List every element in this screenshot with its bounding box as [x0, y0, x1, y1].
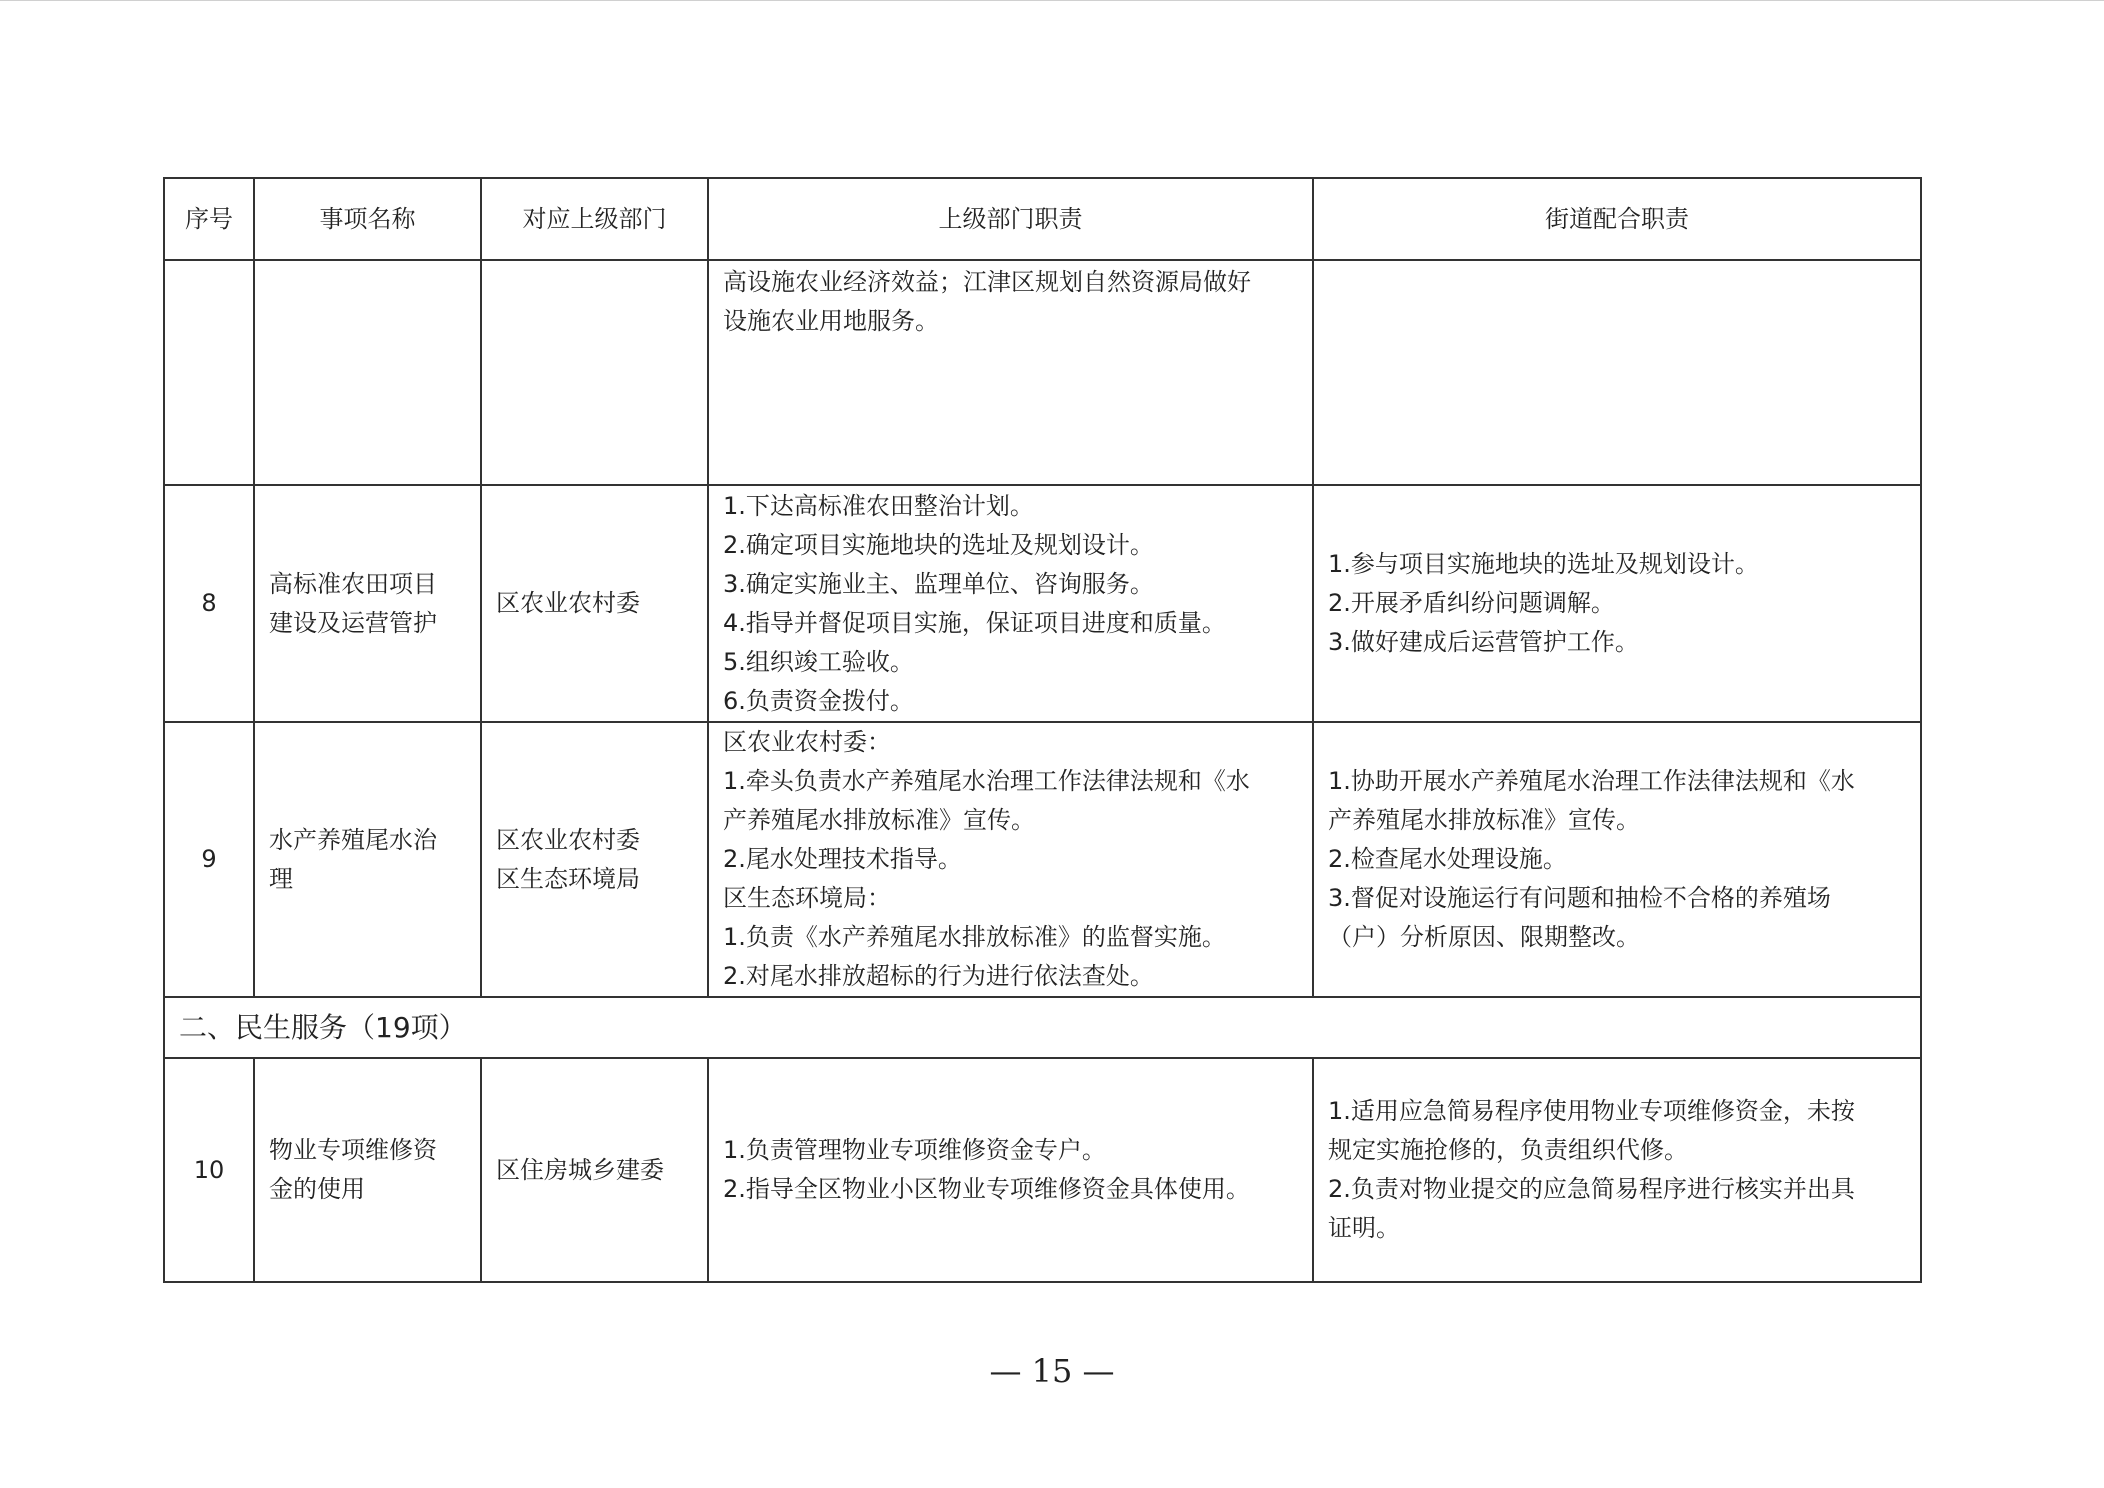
- duty-line: 区农业农村委：: [723, 728, 891, 756]
- name-line: 建设及运营管护: [269, 608, 437, 637]
- name-line: 理: [269, 864, 293, 893]
- header-superior-department: 对应上级部门: [481, 178, 708, 260]
- name-line: 水产养殖尾水治: [269, 825, 437, 854]
- coop-line: 2.检查尾水处理设施。: [1328, 845, 1567, 873]
- coop-line: 1.参与项目实施地块的选址及规划设计。: [1328, 550, 1759, 578]
- duty-line: 区生态环境局：: [723, 884, 891, 912]
- dept-line: 区住房城乡建委: [496, 1155, 664, 1184]
- row-department: [481, 485, 708, 722]
- row-department: [481, 260, 708, 485]
- table-row-continued: [164, 260, 1921, 485]
- name-line: 高标准农田项目: [269, 569, 437, 598]
- duty-line: 1.负责《水产养殖尾水排放标准》的监督实施。: [723, 923, 1226, 951]
- row-number: 9: [164, 722, 254, 997]
- coop-line: 产养殖尾水排放标准》宣传。: [1328, 806, 1640, 834]
- duty-line: 高设施农业经济效益；江津区规划自然资源局做好: [723, 268, 1251, 296]
- name-line: 物业专项维修资: [269, 1136, 437, 1164]
- row-duties: [708, 485, 1313, 722]
- duty-line: 设施农业用地服务。: [723, 307, 939, 335]
- table-row-8: [164, 485, 1921, 722]
- coop-line: 1.协助开展水产养殖尾水治理工作法律法规和《水: [1328, 767, 1855, 795]
- row-duties: [708, 1058, 1313, 1282]
- row-cooperation: [1313, 260, 1921, 485]
- duty-line: 2.尾水处理技术指导。: [723, 845, 962, 873]
- dept-line: 区生态环境局: [496, 864, 640, 893]
- duty-line: 2.指导全区物业小区物业专项维修资金具体使用。: [723, 1175, 1250, 1203]
- table-row-9: [164, 722, 1921, 997]
- table-header-row: [164, 178, 1921, 260]
- coop-line: 2.负责对物业提交的应急简易程序进行核实并出具: [1328, 1175, 1855, 1203]
- row-cooperation: [1313, 722, 1921, 997]
- row-duties: [708, 722, 1313, 997]
- row-number: 10: [164, 1058, 254, 1282]
- row-item-name: [254, 260, 481, 485]
- duty-line: 产养殖尾水排放标准》宣传。: [723, 806, 1035, 834]
- coop-line: （户）分析原因、限期整改。: [1328, 923, 1640, 951]
- row-item-name: [254, 485, 481, 722]
- responsibility-table: [163, 177, 1922, 1283]
- row-number: 8: [164, 485, 254, 722]
- row-cooperation: [1313, 1058, 1921, 1282]
- coop-line: 3.督促对设施运行有问题和抽检不合格的养殖场: [1328, 884, 1831, 912]
- duty-line: 1.下达高标准农田整治计划。: [723, 491, 1034, 520]
- header-department-duties: 上级部门职责: [708, 178, 1313, 260]
- name-line: 金的使用: [269, 1175, 365, 1203]
- duty-line: 2.对尾水排放超标的行为进行依法查处。: [723, 962, 1154, 990]
- section-title: 二、民生服务（19项）: [164, 997, 1921, 1058]
- duty-line: 5.组织竣工验收。: [723, 647, 914, 676]
- coop-line: 1.适用应急简易程序使用物业专项维修资金，未按: [1328, 1097, 1855, 1125]
- coop-line: 证明。: [1328, 1214, 1400, 1242]
- duty-line: 6.负责资金拨付。: [723, 686, 914, 715]
- page-top-border: [0, 0, 2104, 1]
- row-cooperation: [1313, 485, 1921, 722]
- row-department: [481, 722, 708, 997]
- header-item-name: 事项名称: [254, 178, 481, 260]
- row-item-name: [254, 722, 481, 997]
- header-street-cooperation: 街道配合职责: [1313, 178, 1921, 260]
- duty-line: 3.确定实施业主、监理单位、咨询服务。: [723, 569, 1154, 598]
- page-number: — 15 —: [989, 1352, 1115, 1390]
- duty-line: 2.确定项目实施地块的选址及规划设计。: [723, 530, 1154, 559]
- row-item-name: [254, 1058, 481, 1282]
- row-department: [481, 1058, 708, 1282]
- coop-line: 3.做好建成后运营管护工作。: [1328, 628, 1639, 656]
- duty-line: 1.负责管理物业专项维修资金专户。: [723, 1136, 1106, 1164]
- dept-line: 区农业农村委: [496, 825, 640, 854]
- dept-line: 区农业农村委: [496, 589, 640, 617]
- duty-line: 4.指导并督促项目实施，保证项目进度和质量。: [723, 608, 1226, 637]
- section-row: [164, 997, 1921, 1058]
- header-serial-number: 序号: [164, 178, 254, 260]
- row-number: [164, 260, 254, 485]
- coop-line: 2.开展矛盾纠纷问题调解。: [1328, 589, 1615, 617]
- coop-line: 规定实施抢修的，负责组织代修。: [1328, 1136, 1688, 1164]
- row-duties: [708, 260, 1313, 485]
- duty-line: 1.牵头负责水产养殖尾水治理工作法律法规和《水: [723, 767, 1250, 795]
- table-row-10: [164, 1058, 1921, 1282]
